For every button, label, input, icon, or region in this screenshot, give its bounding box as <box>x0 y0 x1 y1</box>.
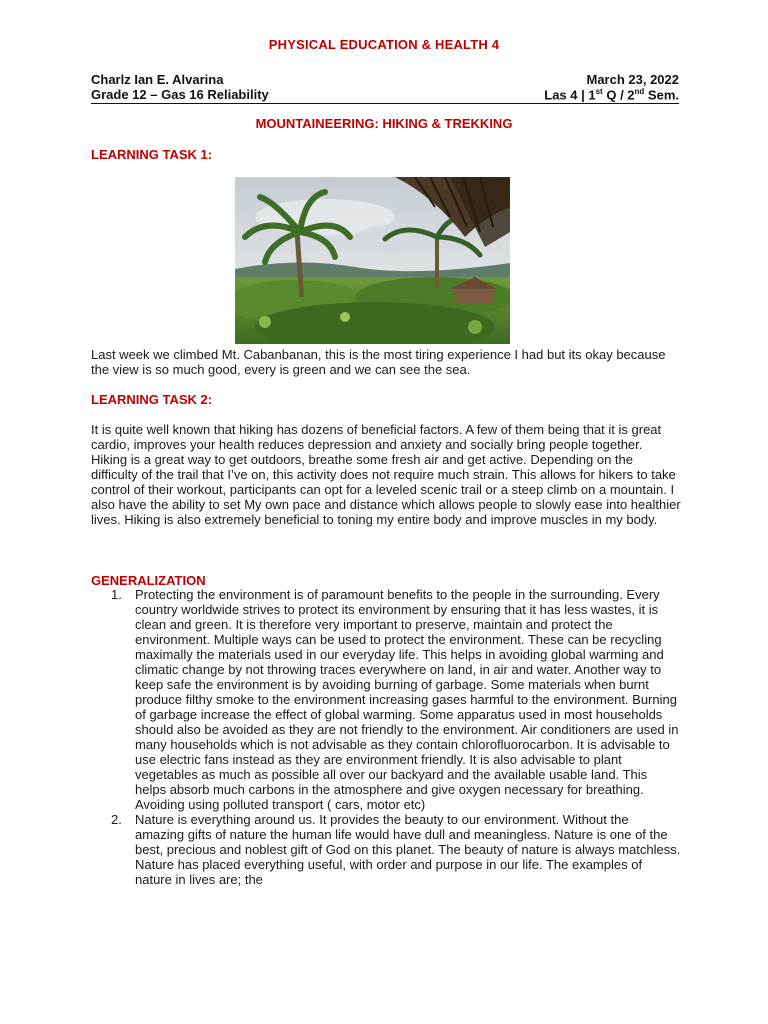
learning-task-1-heading: LEARNING TASK 1: <box>91 147 213 162</box>
generalization-heading: GENERALIZATION <box>91 573 206 588</box>
hiking-landscape-image <box>235 177 510 344</box>
list-item-number: 1. <box>111 587 122 602</box>
las-suffix: Sem. <box>644 87 679 103</box>
las-mid: Q / 2 <box>602 87 635 103</box>
list-item-text: Nature is everything around us. It provides the beauty to our environment. Without the amazing gifts of nature the human life would have dull and meaningless. Nature is one of the best, precious and noblest gift of God on this planet. The beauty of nature is always matchless. Nature has placed everything useful, with order and purpose in our life. The examples of nature in lives are; the <box>135 812 681 887</box>
las-sup-2: nd <box>634 87 645 96</box>
list-item-number: 2. <box>111 812 122 827</box>
document-title: PHYSICAL EDUCATION & HEALTH 4 <box>268 37 500 52</box>
hiking-photo <box>235 177 510 344</box>
list-item <box>91 812 681 887</box>
learning-task-2-heading: LEARNING TASK 2: <box>91 392 213 407</box>
generalization-list <box>91 587 681 887</box>
task-1-caption: Last week we climbed Mt. Cabanbanan, this is the most tiring experience I had but its okay because the view is so much good, every is green and we can see the sea. <box>91 347 666 377</box>
submission-date: March 23, 2022 <box>586 72 679 87</box>
las-info <box>544 87 679 102</box>
meta-row-grade-las <box>91 87 679 104</box>
las-prefix: Las 4 | 1 <box>544 87 596 103</box>
list-item <box>91 587 681 812</box>
grade-section: Grade 12 – Gas 16 Reliability <box>91 87 269 102</box>
document-subtitle: MOUNTAINEERING: HIKING & TREKKING <box>255 116 513 131</box>
meta-row-name-date <box>91 72 679 87</box>
task-2-paragraph: It is quite well known that hiking has dozens of beneficial factors. A few of them being that it is great cardio, improves your health reduces depression and anxiety and socially bring people together. Hiking is a great way to get outdoors, breathe some fresh air and get active. Depending on the difficulty of the trail that I’ve on, this activity does not require much strain. This allows for hikers to take control of their workout, participants can opt for a leveled scenic trail or a steep climb on a mountain. I also have the ability to set My own pace and distance which allows people to slowly ease into healthier lives. Hiking is also extremely beneficial to toning my entire body and improve muscles in my body. <box>91 422 681 527</box>
list-item-text: Protecting the environment is of paramount benefits to the people in the surrounding. Every country worldwide strives to protect its environment by ensuring that it has less wastes, it is clean and green. It is therefore very important to preserve, maintain and protect the environment. Multiple ways can be used to protect the environment. These can be recycling maximally the materials used in our everyday life. This helps in avoiding global warming and climatic change by not throwing traces everywhere on land, in air and water. Another way to keep safe the environment is by avoiding burning of garbage. Some materials when burnt produce filthy smoke to the environment increasing gases harmful to the environment. Burning of garbage increase the effect of global warming. Some apparatus used in most households should also be avoided as they are not friendly to the environment. Air conditioners are used in many households which is not advisable as they contain chlorofluorocarbon. It is advisable to use electric fans instead as they are environment friendly. It is also advisable to plant vegetables as much as possible all over our backyard and the available usable land. This helps absorb much carbons in the atmosphere and give oxygen necessary for breathing. Avoiding using polluted transport ( cars, motor etc) <box>135 587 679 812</box>
las-sup-1: st <box>595 87 603 96</box>
student-name: Charlz Ian E. Alvarina <box>91 72 224 87</box>
